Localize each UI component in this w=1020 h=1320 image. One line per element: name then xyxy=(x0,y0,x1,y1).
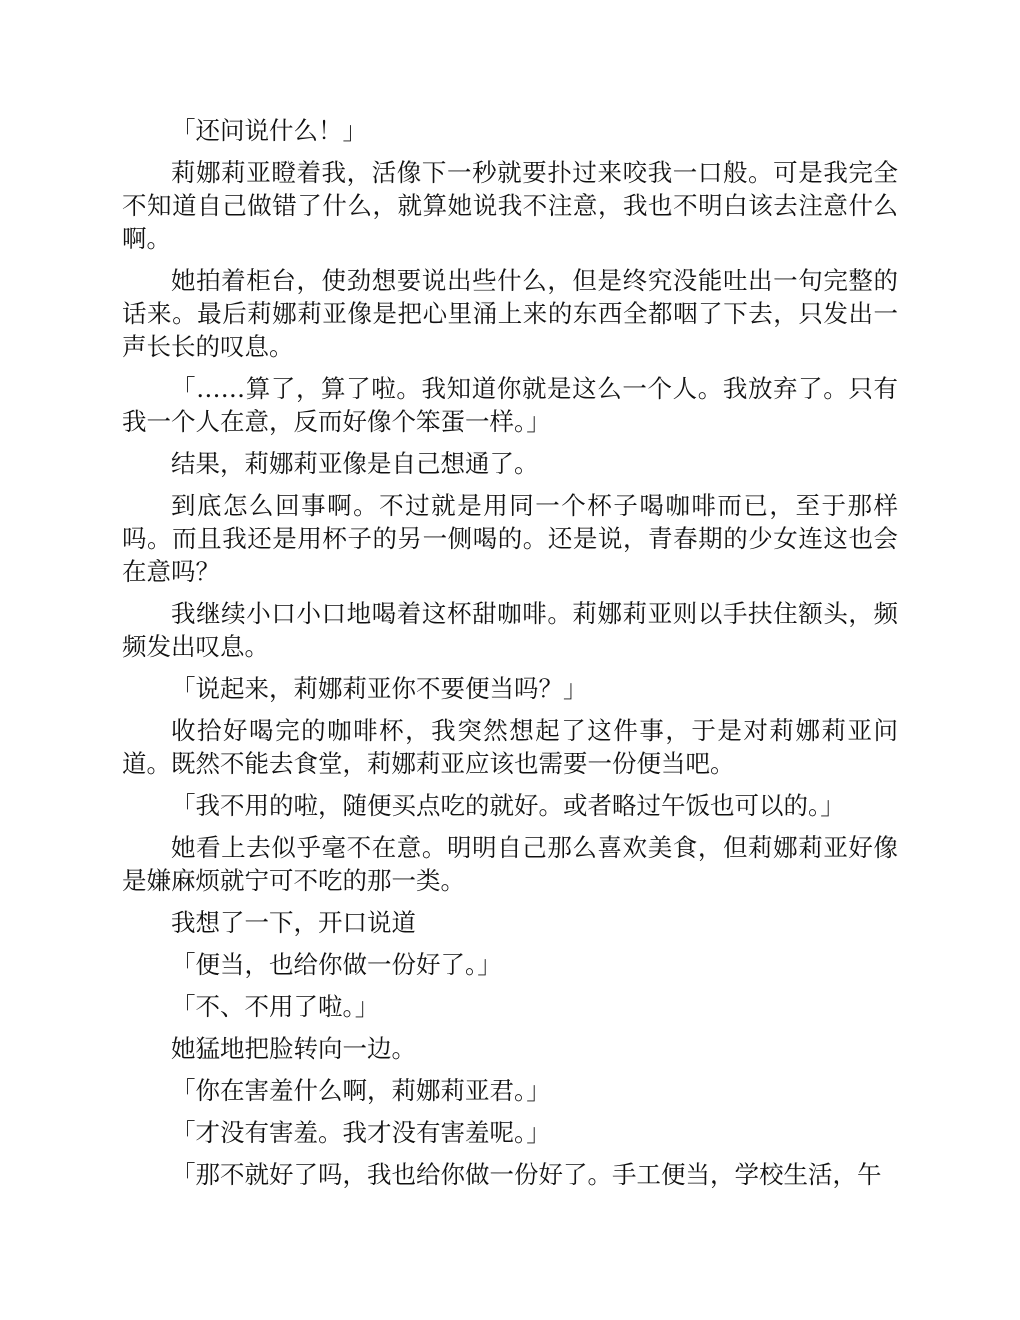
narration-paragraph: 收拾好喝完的咖啡杯，我突然想起了这件事，于是对莉娜莉亚问道。既然不能去食堂，莉娜莉亚应该也需要一份便当吧。 xyxy=(122,716,898,778)
narration-paragraph: 到底怎么回事啊。不过就是用同一个杯子喝咖啡而已，至于那样吗。而且我还是用杯子的另一侧喝的。还是说，青春期的少女连这也会在意吗？ xyxy=(122,491,898,586)
dialogue-line: 「……算了，算了啦。我知道你就是这么一个人。我放弃了。只有我一个人在意，反而好像个笨蛋一样。」 xyxy=(122,374,898,436)
novel-page xyxy=(122,114,898,1200)
dialogue-line: 「不、不用了啦。」 xyxy=(171,992,380,1021)
dialogue-line: 「你在害羞什么啊，莉娜莉亚君。」 xyxy=(171,1076,551,1105)
dialogue-line: 「那不就好了吗，我也给你做一份好了。手工便当，学校生活，午 xyxy=(171,1160,882,1189)
dialogue-line: 「才没有害羞。我才没有害羞呢。」 xyxy=(171,1118,551,1147)
narration-paragraph: 她看上去似乎毫不在意。明明自己那么喜欢美食，但莉娜莉亚好像是嫌麻烦就宁可不吃的那一类。 xyxy=(122,833,898,895)
dialogue-line: 「我不用的啦，随便买点吃的就好。或者略过午饭也可以的。」 xyxy=(171,791,845,820)
narration-paragraph: 她拍着柜台，使劲想要说出些什么，但是终究没能吐出一句完整的话来。最后莉娜莉亚像是把心里涌上来的东西全都咽了下去，只发出一声长长的叹息。 xyxy=(122,266,898,361)
narration-paragraph: 我继续小口小口地喝着这杯甜咖啡。莉娜莉亚则以手扶住额头，频频发出叹息。 xyxy=(122,599,898,661)
narration-paragraph: 我想了一下，开口说道 xyxy=(171,908,416,937)
narration-paragraph: 莉娜莉亚瞪着我，活像下一秒就要扑过来咬我一口般。可是我完全不知道自己做错了什么，就算她说我不注意，我也不明白该去注意什么啊。 xyxy=(122,158,898,253)
narration-paragraph: 结果，莉娜莉亚像是自己想通了。 xyxy=(171,449,539,478)
dialogue-line: 「还问说什么！」 xyxy=(171,116,367,145)
dialogue-line: 「说起来，莉娜莉亚你不要便当吗？」 xyxy=(171,674,588,703)
dialogue-line: 「便当，也给你做一份好了。」 xyxy=(171,950,502,979)
narration-paragraph: 她猛地把脸转向一边。 xyxy=(171,1034,416,1063)
